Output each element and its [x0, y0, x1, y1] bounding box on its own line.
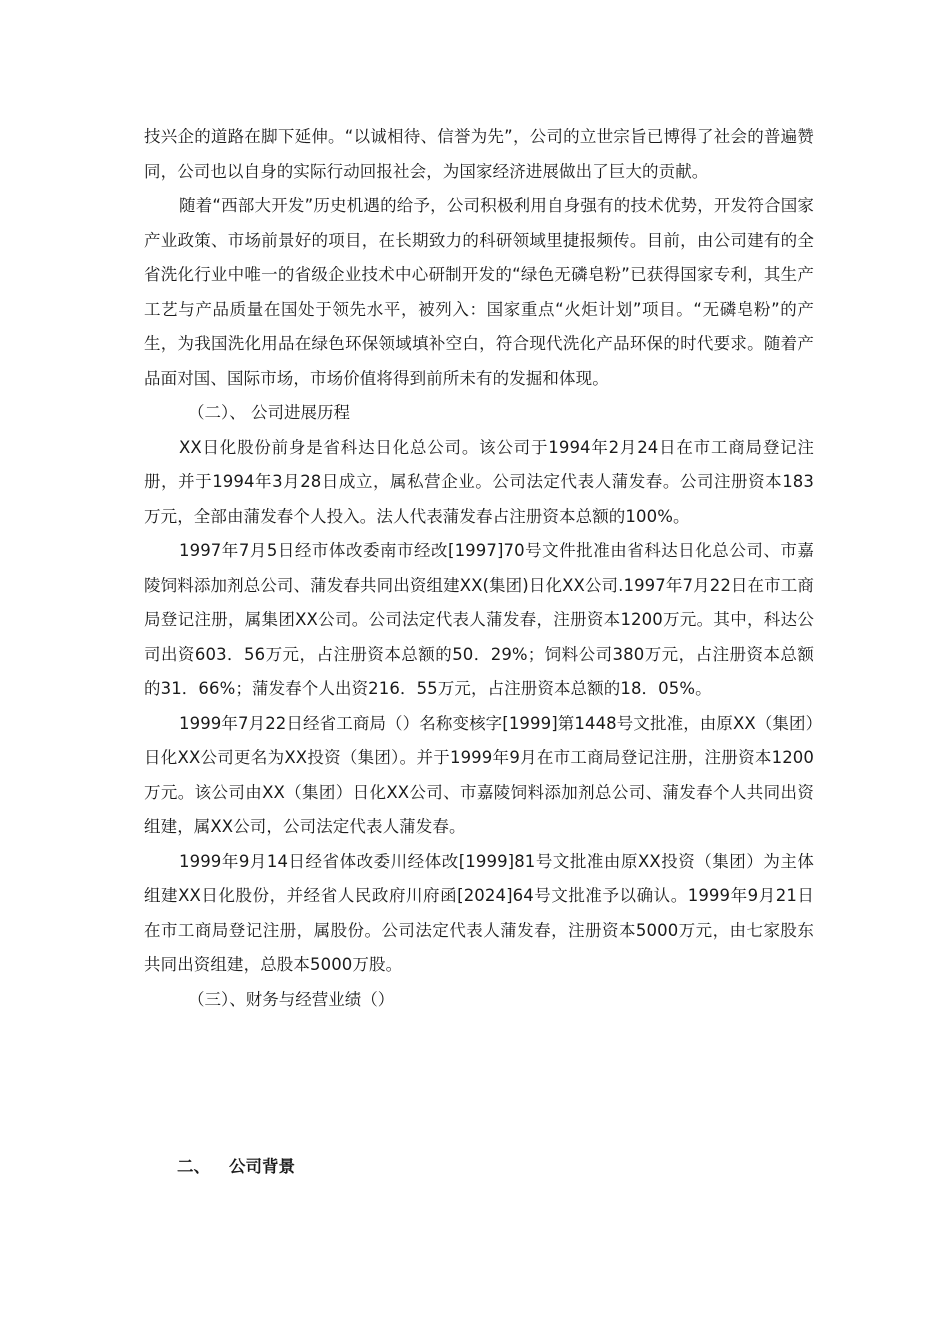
- paragraph-continuation: 技兴企的道路在脚下延伸。“以诚相待、信誉为先”，公司的立世宗旨已博得了社会的普遍赞同，公司也以自身的实际行动回报社会，为国家经济进展做出了巨大的贡献。: [144, 127, 814, 181]
- paragraph-1999-rename: 1999年7月22日经省工商局（）名称变核字[1999]第1448号文批准，由原XX（集团）日化XX公司更名为XX投资（集团）。并于1999年9月在市工商局登记注册，注册资本1200万元。该公司由XX（集团）日化XX公司、市嘉陵饲料添加剂总公司、蒲发春个人共同出资组建，属XX公司，公司法定代表人蒲发春。: [144, 713, 814, 836]
- subheading-company-history: （二）、 公司进展历程: [188, 403, 350, 422]
- section-title: 公司背景: [229, 1157, 295, 1176]
- section-heading-company-background: [177, 1150, 295, 1185]
- paragraph-company-origin: XX日化股份前身是省科达日化总公司。该公司于1994年2月24日在市工商局登记注册，并于1994年3月28日成立，属私营企业。公司法定代表人蒲发春。公司注册资本183万元，全部由蒲发春个人投入。法人代表蒲发春占注册资本总额的100%。: [144, 437, 814, 526]
- paragraph-1997-restructure: 1997年7月5日经市体改委南市经改[1997]70号文件批准由省科达日化总公司、市嘉陵饲料添加剂总公司、蒲发春共同出资组建XX(集团)日化XX公司.1997年7月22日在市工商局登记注册，属集团XX公司。公司法定代表人蒲发春，注册资本1200万元。其中，科达公司出资603．56万元，占注册资本总额的50．29%；饲料公司380万元，占注册资本总额的31．66%；蒲发春个人出资216．55万元，占注册资本总额的18．05%。: [144, 541, 814, 698]
- section-number: 二、: [177, 1157, 210, 1176]
- subheading-financial-performance: （三）、财务与经营业绩（）: [188, 989, 395, 1009]
- paragraph-western-development: 随着“西部大开发”历史机遇的给予，公司积极利用自身强有的技术优势，开发符合国家产业政策、市场前景好的项目，在长期致力的科研领域里捷报频传。目前，由公司建有的全省洗化行业中唯一的省级企业技术中心研制开发的“绿色无磷皂粉”已获得国家专利，其生产工艺与产品质量在国处于领先水平，被列入：国家重点“火炬计划”项目。“无磷皂粉”的产生，为我国洗化用品在绿色环保领域填补空白，符合现代洗化产品环保的时代要求。随着产品面对国、国际市场，市场价值将得到前所未有的发掘和体现。: [144, 196, 814, 388]
- document-body: [144, 120, 814, 1017]
- paragraph-1999-joint-stock: 1999年9月14日经省体改委川经体改[1999]81号文批准由原XX投资（集团）为主体组建XX日化股份，并经省人民政府川府函[2024]64号文批准予以确认。1999年9月21日在市工商局登记注册，属股份。公司法定代表人蒲发春，注册资本5000万元，由七家股东共同出资组建，总股本5000万股。: [144, 851, 814, 974]
